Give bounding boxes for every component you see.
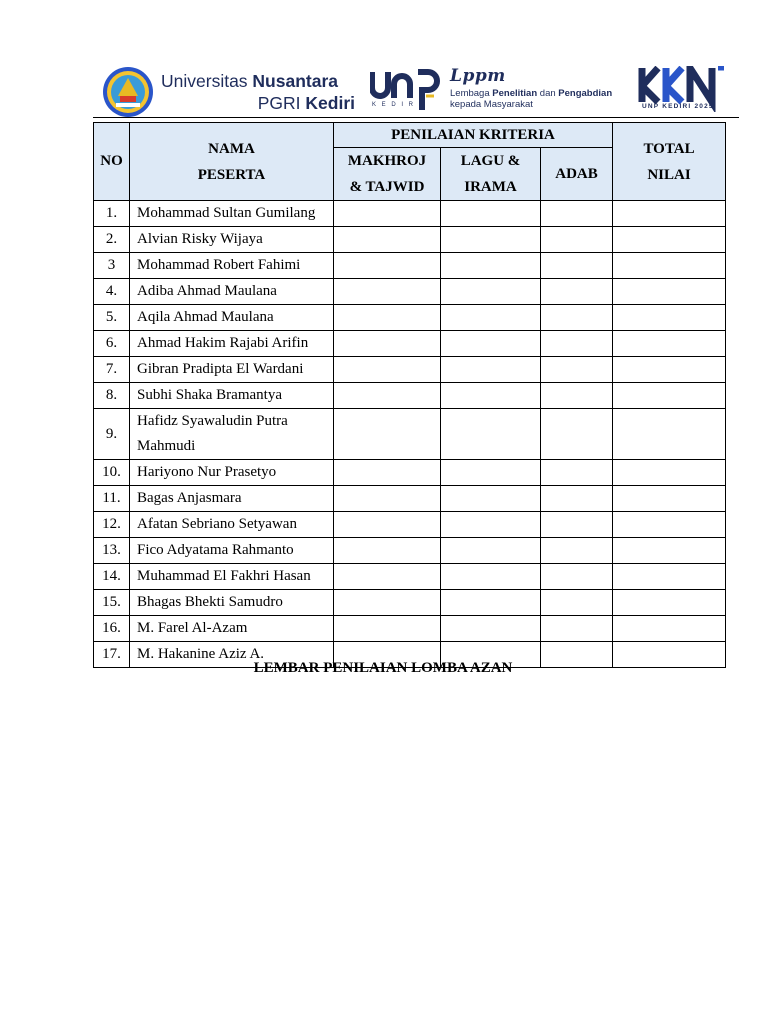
table-row <box>94 616 726 642</box>
participant-name: M. Farel Al-Azam <box>130 616 334 642</box>
table-row <box>94 331 726 357</box>
row-number: 12. <box>94 512 130 538</box>
score-adab-cell[interactable] <box>541 564 613 590</box>
header-makhroj-tajwid: MAKHROJ & TAJWID <box>334 148 441 201</box>
score-adab-cell[interactable] <box>541 616 613 642</box>
score-makhroj-cell[interactable] <box>334 486 441 512</box>
row-number: 7. <box>94 357 130 383</box>
unp-logo-icon <box>370 68 446 112</box>
row-number: 5. <box>94 305 130 331</box>
table-row <box>94 538 726 564</box>
row-number: 9. <box>94 409 130 460</box>
participant-name: Subhi Shaka Bramantya <box>130 383 334 409</box>
score-lagu-cell[interactable] <box>441 486 541 512</box>
score-lagu-cell[interactable] <box>441 305 541 331</box>
header-adab: ADAB <box>541 148 613 201</box>
score-makhroj-cell[interactable] <box>334 279 441 305</box>
participant-name: Gibran Pradipta El Wardani <box>130 357 334 383</box>
total-cell[interactable] <box>613 538 726 564</box>
score-lagu-cell[interactable] <box>441 331 541 357</box>
participant-name: Alvian Risky Wijaya <box>130 227 334 253</box>
score-lagu-cell[interactable] <box>441 564 541 590</box>
participant-name: Mohammad Sultan Gumilang <box>130 201 334 227</box>
score-adab-cell[interactable] <box>541 383 613 409</box>
table-row <box>94 486 726 512</box>
letterhead <box>0 0 768 120</box>
score-lagu-cell[interactable] <box>441 460 541 486</box>
table-row <box>94 227 726 253</box>
score-adab-cell[interactable] <box>541 409 613 460</box>
score-lagu-cell[interactable] <box>441 590 541 616</box>
svg-text:K E D I R I: K E D I R I <box>372 102 423 108</box>
table-row <box>94 564 726 590</box>
header-divider <box>93 117 739 118</box>
participant-name: Hariyono Nur Prasetyo <box>130 460 334 486</box>
lppm-title: Lppm <box>450 66 506 86</box>
score-makhroj-cell[interactable] <box>334 409 441 460</box>
score-makhroj-cell[interactable] <box>334 201 441 227</box>
kkn-subtitle: UNP KEDIRI 2025 <box>642 103 714 110</box>
score-makhroj-cell[interactable] <box>334 564 441 590</box>
score-adab-cell[interactable] <box>541 331 613 357</box>
participant-name: Afatan Sebriano Setyawan <box>130 512 334 538</box>
participant-name: M. Hakanine Aziz A. <box>130 642 334 668</box>
lppm-line1: Lembaga Penelitian dan Pengabdian <box>450 88 613 99</box>
header-no: NO <box>94 123 130 201</box>
table-row <box>94 383 726 409</box>
assessment-table <box>93 122 726 668</box>
lppm-line2: kepada Masyarakat <box>450 99 533 110</box>
participant-name: Aqila Ahmad Maulana <box>130 305 334 331</box>
row-number: 13. <box>94 538 130 564</box>
table-row <box>94 253 726 279</box>
total-cell[interactable] <box>613 357 726 383</box>
score-lagu-cell[interactable] <box>441 227 541 253</box>
score-makhroj-cell[interactable] <box>334 512 441 538</box>
score-adab-cell[interactable] <box>541 305 613 331</box>
score-makhroj-cell[interactable] <box>334 357 441 383</box>
score-lagu-cell[interactable] <box>441 279 541 305</box>
score-adab-cell[interactable] <box>541 590 613 616</box>
participant-name: Muhammad El Fakhri Hasan <box>130 564 334 590</box>
table-row <box>94 305 726 331</box>
score-adab-cell[interactable] <box>541 227 613 253</box>
total-cell[interactable] <box>613 512 726 538</box>
total-cell[interactable] <box>613 227 726 253</box>
score-makhroj-cell[interactable] <box>334 227 441 253</box>
total-cell[interactable] <box>613 279 726 305</box>
score-makhroj-cell[interactable] <box>334 460 441 486</box>
score-adab-cell[interactable] <box>541 512 613 538</box>
total-cell[interactable] <box>613 616 726 642</box>
score-makhroj-cell[interactable] <box>334 305 441 331</box>
score-lagu-cell[interactable] <box>441 357 541 383</box>
score-makhroj-cell[interactable] <box>334 538 441 564</box>
participant-name: Fico Adyatama Rahmanto <box>130 538 334 564</box>
row-number: 16. <box>94 616 130 642</box>
table-row <box>94 357 726 383</box>
row-number: 4. <box>94 279 130 305</box>
score-makhroj-cell[interactable] <box>334 253 441 279</box>
participant-name: Bagas Anjasmara <box>130 486 334 512</box>
row-number: 1. <box>94 201 130 227</box>
total-cell[interactable] <box>613 564 726 590</box>
total-cell[interactable] <box>613 305 726 331</box>
row-number: 17. <box>94 642 130 668</box>
table-row <box>94 409 726 460</box>
score-lagu-cell[interactable] <box>441 409 541 460</box>
participant-name: Ahmad Hakim Rajabi Arifin <box>130 331 334 357</box>
score-lagu-cell[interactable] <box>441 616 541 642</box>
total-cell[interactable] <box>613 590 726 616</box>
lppm-block <box>450 66 630 110</box>
score-lagu-cell[interactable] <box>441 538 541 564</box>
table-row <box>94 512 726 538</box>
total-cell[interactable] <box>613 201 726 227</box>
score-adab-cell[interactable] <box>541 357 613 383</box>
score-adab-cell[interactable] <box>541 460 613 486</box>
row-number: 3 <box>94 253 130 279</box>
total-cell[interactable] <box>613 409 726 460</box>
score-lagu-cell[interactable] <box>441 383 541 409</box>
header-penilaian-kriteria: PENILAIAN KRITERIA <box>334 123 613 148</box>
total-cell[interactable] <box>613 383 726 409</box>
row-number: 6. <box>94 331 130 357</box>
score-lagu-cell[interactable] <box>441 512 541 538</box>
row-number: 15. <box>94 590 130 616</box>
total-cell[interactable] <box>613 460 726 486</box>
document-caption: LEMBAR PENILAIAN LOMBA AZAN <box>253 660 513 676</box>
total-cell[interactable] <box>613 253 726 279</box>
participant-name: Hafidz Syawaludin Putra Mahmudi <box>130 409 334 460</box>
row-number: 14. <box>94 564 130 590</box>
total-cell[interactable] <box>613 331 726 357</box>
score-adab-cell[interactable] <box>541 201 613 227</box>
university-name-line1: Universitas Nusantara <box>161 71 339 91</box>
table-row <box>94 201 726 227</box>
score-makhroj-cell[interactable] <box>334 383 441 409</box>
header-lagu-irama: LAGU & IRAMA <box>441 148 541 201</box>
row-number: 10. <box>94 460 130 486</box>
header-nama-peserta: NAMA PESERTA <box>130 123 334 201</box>
score-adab-cell[interactable] <box>541 279 613 305</box>
row-number: 8. <box>94 383 130 409</box>
score-makhroj-cell[interactable] <box>334 331 441 357</box>
participant-name: Mohammad Robert Fahimi <box>130 253 334 279</box>
score-adab-cell[interactable] <box>541 253 613 279</box>
score-makhroj-cell[interactable] <box>334 590 441 616</box>
score-makhroj-cell[interactable] <box>334 616 441 642</box>
header-total-nilai: TOTAL NILAI <box>613 123 726 201</box>
participant-name: Adiba Ahmad Maulana <box>130 279 334 305</box>
row-number: 11. <box>94 486 130 512</box>
university-name <box>161 70 361 114</box>
table-row <box>94 590 726 616</box>
score-lagu-cell[interactable] <box>441 201 541 227</box>
total-cell[interactable] <box>613 486 726 512</box>
table-row <box>94 279 726 305</box>
row-number: 2. <box>94 227 130 253</box>
participant-name: Bhagas Bhekti Samudro <box>130 590 334 616</box>
university-name-line2: PGRI Kediri <box>257 93 355 113</box>
table-row <box>94 460 726 486</box>
university-seal-icon <box>102 66 154 118</box>
score-lagu-cell[interactable] <box>441 253 541 279</box>
score-adab-cell[interactable] <box>541 538 613 564</box>
score-adab-cell[interactable] <box>541 486 613 512</box>
